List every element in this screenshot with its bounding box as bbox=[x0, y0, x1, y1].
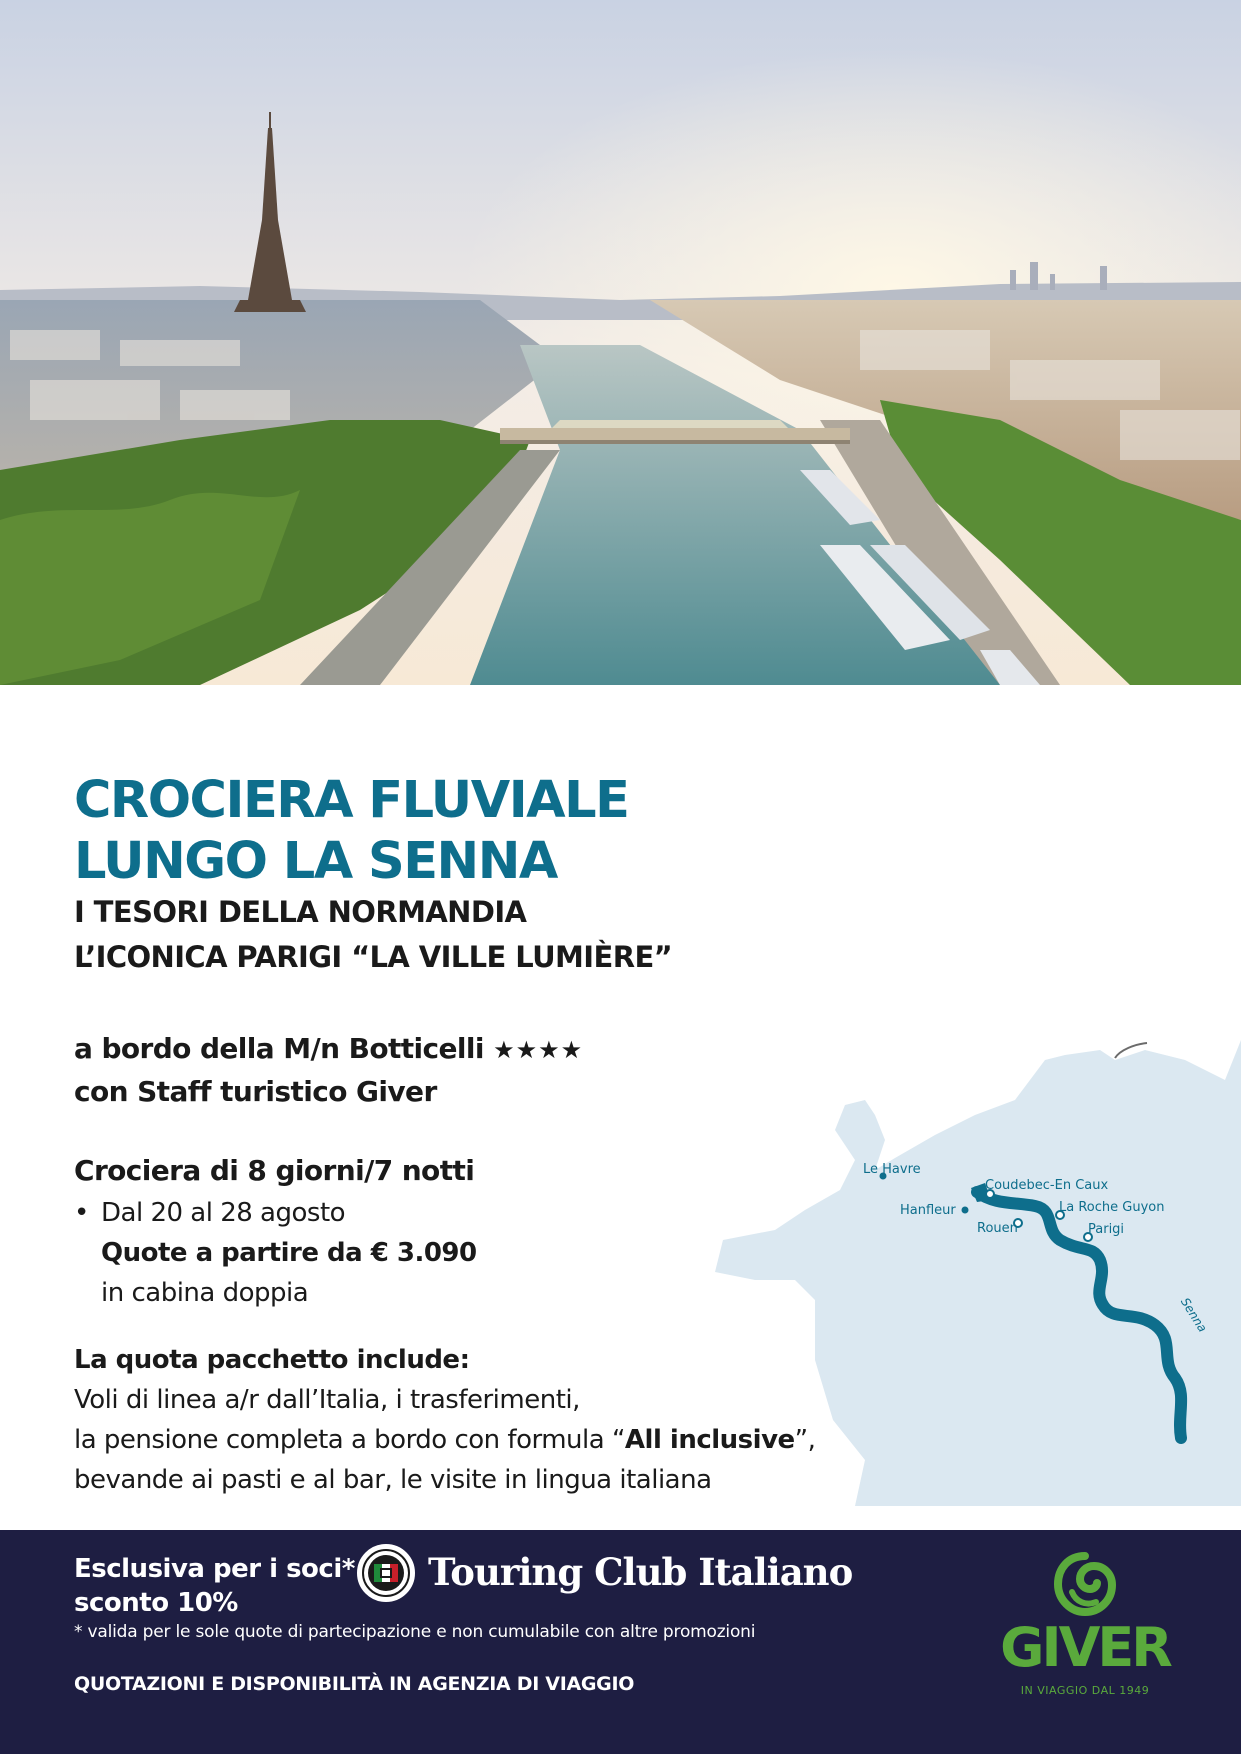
label-rouen: Rouen bbox=[977, 1221, 1018, 1236]
bullet-dot: • bbox=[74, 1198, 89, 1228]
cruise-title: Crociera di 8 giorni/7 notti bbox=[74, 1154, 475, 1187]
tci-logo-badge bbox=[357, 1544, 415, 1602]
discount-footnote: * valida per le sole quote di partecipazione e non cumulabile con altre promozioni bbox=[74, 1622, 756, 1642]
includes-title: La quota pacchetto include: bbox=[74, 1345, 470, 1375]
cruise-cabin: in cabina doppia bbox=[101, 1278, 309, 1308]
giver-wordmark: GIVER bbox=[1000, 1616, 1170, 1679]
member-discount: sconto 10% bbox=[74, 1588, 238, 1618]
label-la-roche-guyon: La Roche Guyon bbox=[1059, 1200, 1165, 1215]
title-line-2: LUNGO LA SENNA bbox=[74, 832, 557, 891]
subtitle-line-1: I TESORI DELLA NORMANDIA bbox=[74, 895, 527, 929]
cruise-price: Quote a partire da € 3.090 bbox=[101, 1238, 477, 1268]
giver-swirl-icon bbox=[1052, 1552, 1118, 1618]
includes-line-2-post: ”, bbox=[794, 1425, 816, 1455]
giver-tagline: IN VIAGGIO DAL 1949 bbox=[1020, 1684, 1150, 1697]
label-senna: Senna bbox=[1177, 1295, 1210, 1335]
paris-seine-illustration bbox=[0, 0, 1241, 685]
all-inclusive-label: All inclusive bbox=[624, 1425, 795, 1455]
title-line-1: CROCIERA FLUVIALE bbox=[74, 771, 629, 830]
includes-line-2-pre: la pensione completa a bordo con formula “ bbox=[74, 1425, 625, 1455]
tci-emblem-icon bbox=[360, 1547, 412, 1599]
giver-logo bbox=[1000, 1552, 1170, 1732]
member-exclusive: Esclusiva per i soci* bbox=[74, 1554, 355, 1584]
page-title bbox=[74, 770, 834, 892]
footer-bar bbox=[0, 1530, 1241, 1754]
route-map bbox=[715, 1040, 1241, 1506]
tci-logo-text: Touring Club Italiano bbox=[428, 1550, 853, 1594]
includes-line-3: bevande ai pasti e al bar, le visite in lingua italiana bbox=[74, 1465, 712, 1495]
agency-notice: QUOTAZIONI E DISPONIBILITÀ IN AGENZIA DI VIAGGIO bbox=[74, 1673, 635, 1695]
label-coudebec: Coudebec-En Caux bbox=[985, 1178, 1109, 1193]
includes-line-1: Voli di linea a/r dall’Italia, i trasferimenti, bbox=[74, 1385, 580, 1415]
ship-line-2: con Staff turistico Giver bbox=[74, 1075, 437, 1108]
label-honfleur: Hanfleur bbox=[900, 1203, 956, 1218]
hero-photo bbox=[0, 0, 1241, 685]
map-land bbox=[715, 1040, 1241, 1506]
label-parigi: Parigi bbox=[1088, 1222, 1125, 1237]
label-le-havre: Le Havre bbox=[863, 1162, 921, 1177]
france-map-illustration bbox=[715, 1040, 1241, 1506]
ship-rating-stars: ★★★★ bbox=[493, 1036, 584, 1064]
subtitle bbox=[74, 890, 834, 980]
subtitle-line-2: L’ICONICA PARIGI “LA VILLE LUMIÈRE” bbox=[74, 940, 673, 974]
ship-name: a bordo della M/n Botticelli bbox=[74, 1032, 484, 1065]
cruise-dates: Dal 20 al 28 agosto bbox=[101, 1198, 346, 1228]
dot-honfleur bbox=[962, 1207, 969, 1214]
